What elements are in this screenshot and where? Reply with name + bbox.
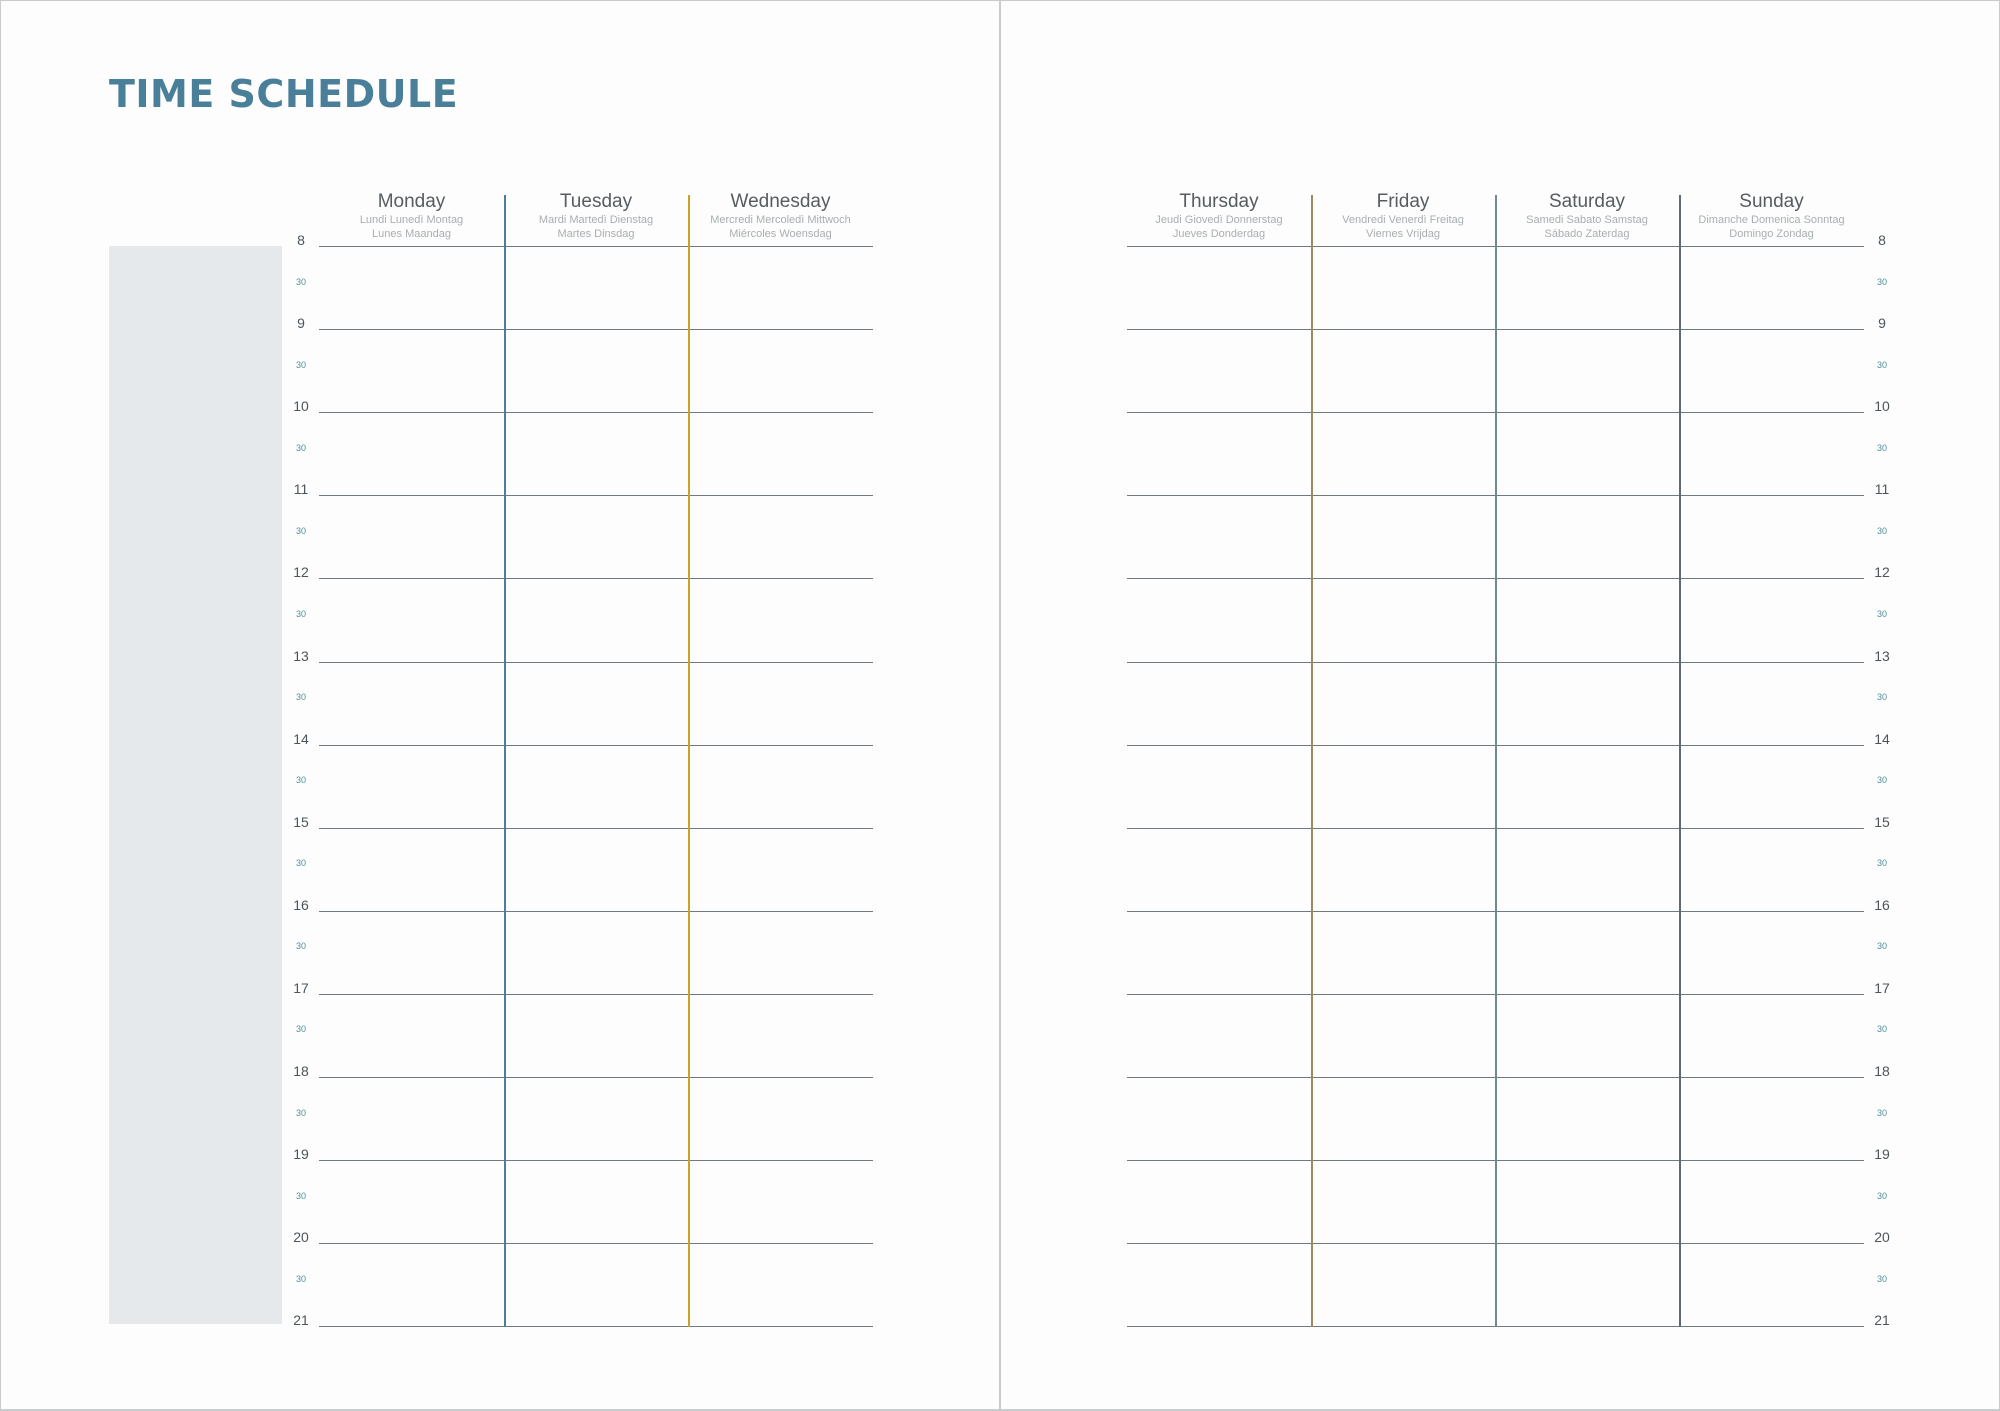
half-hour-label: 30	[295, 1107, 306, 1118]
half-hour-label: 30	[1876, 442, 1887, 453]
divider-saturday-sunday	[1679, 195, 1681, 1327]
half-hour-label: 30	[295, 1024, 306, 1035]
divider-thursday-friday	[1311, 195, 1313, 1327]
half-hour-label: 30	[295, 608, 306, 619]
hour-label-20: 20	[293, 1229, 309, 1246]
day-translation-line1: Jeudi Giovedì Donnerstag	[1155, 214, 1283, 226]
hour-line	[319, 1077, 873, 1078]
half-hour-label: 30	[1876, 525, 1887, 536]
day-translation-line1: Mercredi Mercoledì Mittwoch	[710, 214, 851, 226]
hour-line	[319, 828, 873, 829]
half-hour-label: 30	[1876, 858, 1887, 869]
hour-line	[319, 662, 873, 663]
hour-label-9: 9	[1878, 315, 1886, 332]
hour-line	[319, 329, 873, 330]
hour-label-8: 8	[1878, 232, 1886, 248]
hour-line	[319, 994, 873, 995]
hour-label-19: 19	[293, 1146, 309, 1163]
hour-line	[319, 745, 873, 746]
hour-line	[319, 246, 873, 247]
day-header-monday	[319, 191, 504, 241]
half-hour-label: 30	[295, 1190, 306, 1201]
divider-friday-saturday	[1495, 195, 1497, 1327]
day-header-saturday	[1495, 191, 1679, 241]
day-translation-line2: Jueves Donderdag	[1172, 228, 1266, 240]
hour-label-11: 11	[1874, 481, 1890, 498]
hour-line	[319, 412, 873, 413]
hour-line	[319, 495, 873, 496]
divider-monday-tuesday	[504, 195, 506, 1327]
hour-label-17: 17	[293, 979, 309, 996]
day-translation-line1: Samedi Sabato Samstag	[1526, 214, 1648, 226]
half-hour-label: 30	[1876, 276, 1887, 287]
hour-label-19: 19	[1874, 1146, 1890, 1163]
day-header-sunday	[1679, 191, 1864, 241]
hour-label-11: 11	[293, 481, 309, 498]
hour-line	[319, 1243, 873, 1244]
hour-line	[319, 1326, 873, 1327]
day-translation-line1: Mardi Martedì Dienstag	[538, 214, 654, 226]
hour-label-18: 18	[293, 1063, 309, 1079]
hour-label-10: 10	[293, 398, 309, 415]
page-title: TIME SCHEDULE	[109, 72, 459, 116]
half-hour-label: 30	[295, 941, 306, 952]
half-hour-label: 30	[1876, 1190, 1887, 1201]
day-name: Saturday	[1548, 191, 1626, 212]
day-translation-line2: Martes Dinsdag	[557, 228, 635, 240]
day-name: Wednesday	[730, 191, 831, 212]
day-name: Friday	[1376, 191, 1430, 212]
divider-tuesday-wednesday	[688, 195, 690, 1327]
half-hour-label: 30	[295, 525, 306, 536]
hour-label-14: 14	[1874, 730, 1890, 747]
day-name: Tuesday	[559, 191, 633, 212]
half-hour-label: 30	[1876, 359, 1887, 370]
day-header-friday	[1311, 191, 1495, 241]
half-hour-label: 30	[295, 1273, 306, 1284]
hour-label-17: 17	[1874, 979, 1890, 996]
day-header-thursday	[1127, 191, 1311, 241]
day-translation-line1: Dimanche Domenica Sonntag	[1698, 214, 1845, 226]
notes-panel	[109, 246, 282, 1324]
hour-label-16: 16	[1874, 896, 1890, 913]
hour-label-14: 14	[293, 730, 309, 747]
hour-label-15: 15	[293, 813, 309, 830]
half-hour-label: 30	[1876, 1273, 1887, 1284]
hour-line	[319, 911, 873, 912]
day-translation-line2: Lunes Maandag	[372, 228, 451, 240]
half-hour-label: 30	[295, 359, 306, 370]
half-hour-label: 30	[1876, 692, 1887, 703]
hour-label-13: 13	[1874, 647, 1890, 664]
half-hour-label: 30	[295, 775, 306, 786]
hour-label-21: 21	[293, 1312, 309, 1329]
day-translation-line1: Lundi Lunedì Montag	[359, 214, 464, 226]
hour-label-8: 8	[297, 232, 305, 248]
day-translation-line2: Domingo Zondag	[1729, 228, 1814, 240]
half-hour-label: 30	[1876, 1024, 1887, 1035]
hour-label-9: 9	[297, 315, 305, 332]
half-hour-label: 30	[1876, 608, 1887, 619]
hour-label-10: 10	[1874, 398, 1890, 415]
day-translation-line2: Miércoles Woensdag	[729, 228, 832, 240]
day-translation-line2: Sábado Zaterdag	[1544, 228, 1630, 240]
day-name: Monday	[377, 191, 446, 212]
half-hour-label: 30	[295, 442, 306, 453]
hour-label-21: 21	[1874, 1312, 1890, 1329]
day-name: Sunday	[1739, 191, 1804, 212]
hour-label-18: 18	[1874, 1063, 1890, 1079]
hour-label-13: 13	[293, 647, 309, 664]
day-translation-line2: Viernes Vrijdag	[1366, 228, 1440, 240]
day-header-wednesday	[688, 191, 873, 241]
hour-line	[319, 578, 873, 579]
half-hour-label: 30	[295, 276, 306, 287]
day-translation-line1: Vendredi Venerdì Freitag	[1342, 214, 1464, 226]
hour-label-15: 15	[1874, 813, 1890, 830]
hour-label-16: 16	[293, 896, 309, 913]
half-hour-label: 30	[1876, 775, 1887, 786]
half-hour-label: 30	[295, 858, 306, 869]
half-hour-label: 30	[1876, 1107, 1887, 1118]
half-hour-label: 30	[1876, 941, 1887, 952]
day-header-tuesday	[504, 191, 688, 241]
hour-label-12: 12	[293, 564, 309, 581]
hour-label-12: 12	[1874, 564, 1890, 581]
day-name: Thursday	[1179, 191, 1259, 212]
hour-label-20: 20	[1874, 1229, 1890, 1246]
hour-line	[319, 1160, 873, 1161]
half-hour-label: 30	[295, 692, 306, 703]
